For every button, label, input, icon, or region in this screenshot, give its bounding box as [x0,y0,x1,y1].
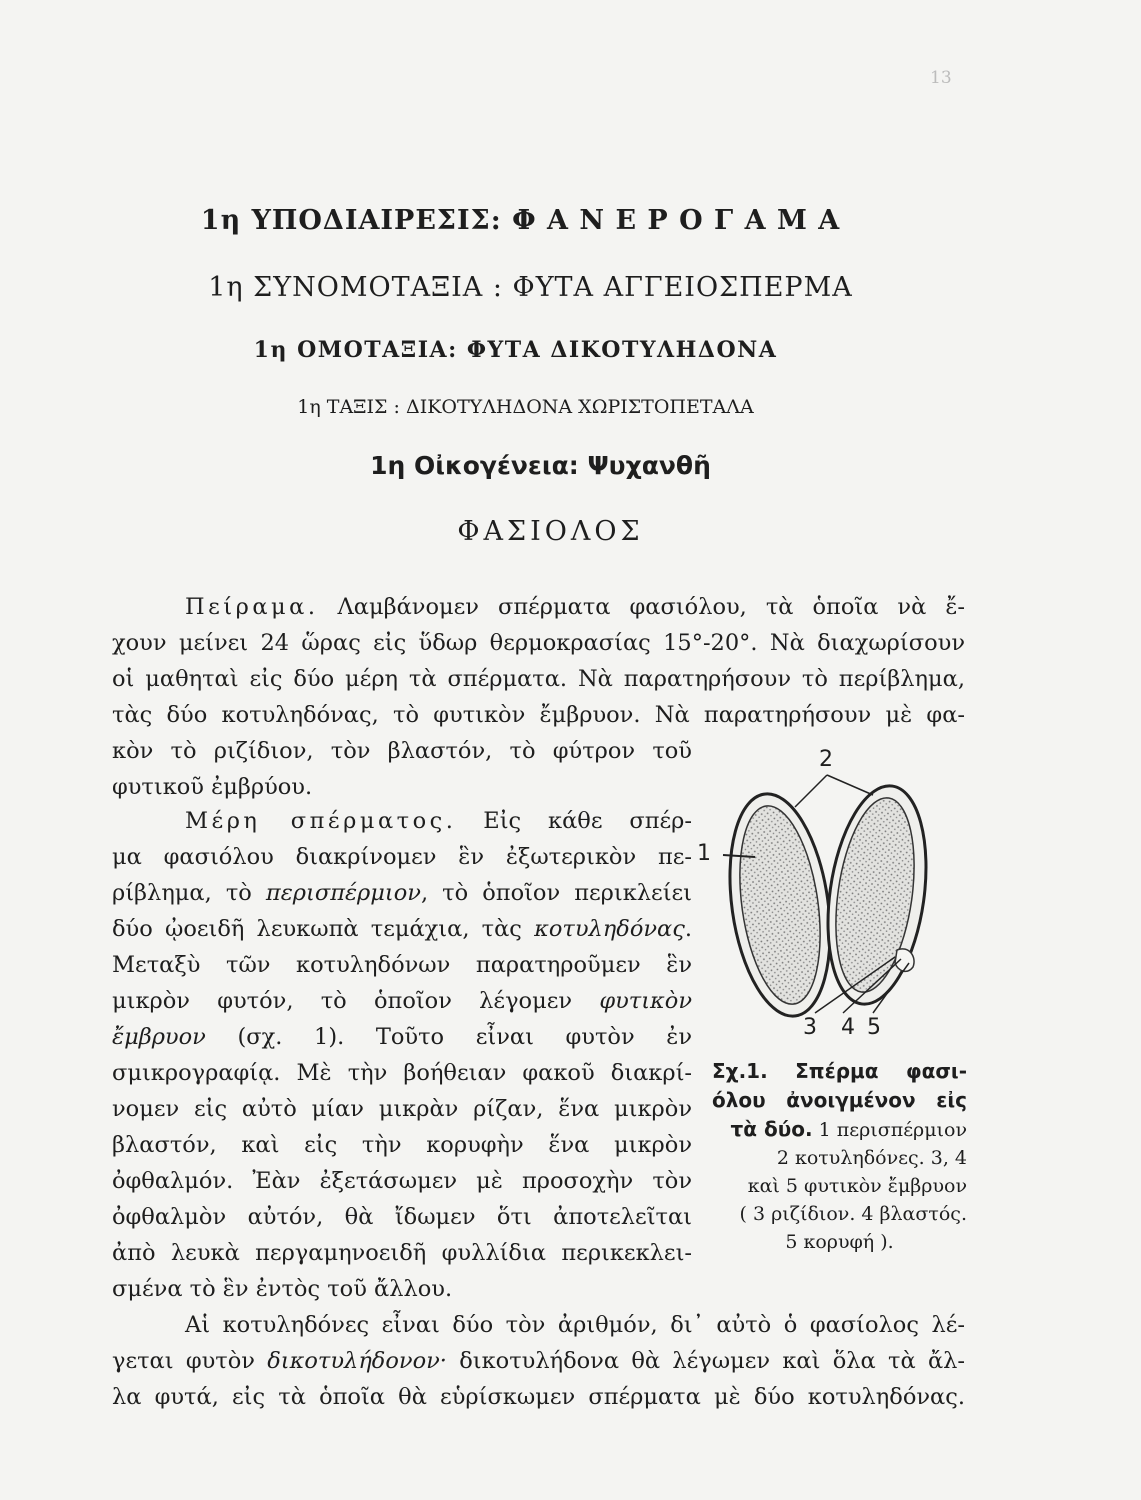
paragraph-line: σμένα τὸ ἓν ἐντὸς τοῦ ἄλλου. [112,1276,453,1302]
page-title: ΦΑΣΙΟΛΟΣ [457,516,644,547]
paragraph-line: οἱ μαθηταὶ εἰς δύο μέρη τὰ σπέρματα. Νὰ παρατηρήσουν τὸ περίβλημα, [112,666,965,692]
heading-subdivision: 1η ΥΠΟΔΙΑΙΡΕΣΙΣ: Φ Α Ν Ε Ρ Ο Γ Α Μ Α [200,205,841,236]
paragraph-lead: Μέρη σπέρματος. [185,808,457,834]
heading-family: 1η Οἰκογένεια: Ψυχανθῆ [370,451,711,480]
paragraph-line: Μεταξὺ τῶν κοτυληδόνων παρατηροῦμεν ἓν [112,952,692,978]
paragraph-line: ρίβλημα, τὸ περισπέρμιον, τὸ ὁποῖον περικλείει [112,880,693,906]
paragraph-line: ἔμβρυον (σχ. 1). Τοῦτο εἶναι φυτὸν ἐν [112,1024,692,1050]
paragraph-line: Μέρη σπέρματος. Εἰς κάθε σπέρ- [185,808,692,834]
figure-label-4: 4 [841,1015,855,1040]
bean-seed-figure [695,745,945,1045]
figure-label-1: 1 [697,841,711,866]
page-number: 13 [930,68,952,88]
paragraph-line: σμικρογραφίᾳ. Μὲ τὴν βοήθειαν φακοῦ διακρί- [112,1060,692,1086]
paragraph-line: ὀφθαλμὸν αὐτόν, θὰ ἴδωμεν ὅτι ἀποτελεῖται [112,1204,692,1230]
paragraph-line: γεται φυτὸν δικοτυλήδονον· δικοτυλήδονα θὰ λέγωμεν καὶ ὅλα τὰ ἄλ- [112,1348,965,1374]
paragraph-line: τὰς δύο κοτυληδόνας, τὸ φυτικὸν ἔμβρυον. Νὰ παρατηρήσουν μὲ φα- [112,702,965,728]
paragraph-line: Πείραμα. Λαμβάνομεν σπέρματα φασιόλου, τὰ ὁποῖα νὰ ἔ- [185,594,966,620]
paragraph-line: κὸν τὸ ριζίδιον, τὸν βλαστόν, τὸ φύτρον τοῦ [112,738,692,764]
figure-label-3: 3 [803,1015,817,1040]
figure-label-5: 5 [867,1015,881,1040]
paragraph-line: βλαστόν, καὶ εἰς τὴν κορυφὴν ἕνα μικρὸν [112,1132,692,1158]
figure-caption: Σχ.1. Σπέρμα φασι- όλου ἀνοιγμένον εἰς τὰ δύο. 1 περισπέρμιον 2 κοτυληδόνες. 3, 4 καὶ 5 φυτικὸν ἔμβρυον ( 3 ριζίδιον. 4 βλαστός. 5 κορυφή ). [712,1059,967,1253]
heading-taxis: 1η ΤΑΞΙΣ : ΔΙΚΟΤΥΛΗΔΟΝΑ ΧΩΡΙΣΤΟΠΕΤΑΛΑ [297,396,754,418]
bean-seed-illustration [695,745,945,1045]
heading-omotaxia: 1η ΟΜΟΤΑΞΙΑ: ΦΥΤΑ ΔΙΚΟΤΥΛΗΔΟΝΑ [253,337,778,363]
paragraph-line: νομεν εἰς αὐτὸ μίαν μικρὰν ρίζαν, ἕνα μικρὸν [112,1096,692,1122]
paragraph-line: λα φυτά, εἰς τὰ ὁποῖα θὰ εὑρίσκωμεν σπέρματα μὲ δύο κοτυληδόνας. [112,1384,965,1410]
paragraph-line: ἀπὸ λευκὰ περγαμηνοειδῆ φυλλίδια περικεκλει- [112,1240,692,1266]
paragraph-line: χουν μείνει 24 ὥρας εἰς ὕδωρ θερμοκρασίας 15°-20°. Νὰ διαχωρίσουν [112,630,965,656]
heading-synomotaxia: 1η ΣΥΝΟΜΟΤΑΞΙΑ : ΦΥΤΑ ΑΓΓΕΙΟΣΠΕΡΜΑ [208,272,853,303]
figure-label-2: 2 [819,747,833,772]
paragraph-line: Αἱ κοτυληδόνες εἶναι δύο τὸν ἀριθμόν, δι᾿ αὐτὸ ὁ φασίολος λέ- [185,1312,965,1338]
paragraph-lead: Πείραμα. [185,594,319,620]
paragraph-line: μικρὸν φυτόν, τὸ ὁποῖον λέγομεν φυτικὸν [112,988,692,1014]
paragraph-line: δύο ᾠοειδῆ λευκωπὰ τεμάχια, τὰς κοτυληδόνας. [112,916,692,942]
paragraph-line: φυτικοῦ ἐμβρύου. [112,774,313,800]
paragraph-line: ὀφθαλμόν. Ἐὰν ἐξετάσωμεν μὲ προσοχὴν τὸν [112,1168,692,1194]
paragraph-line: μα φασιόλου διακρίνομεν ἓν ἐξωτερικὸν πε- [112,844,692,870]
